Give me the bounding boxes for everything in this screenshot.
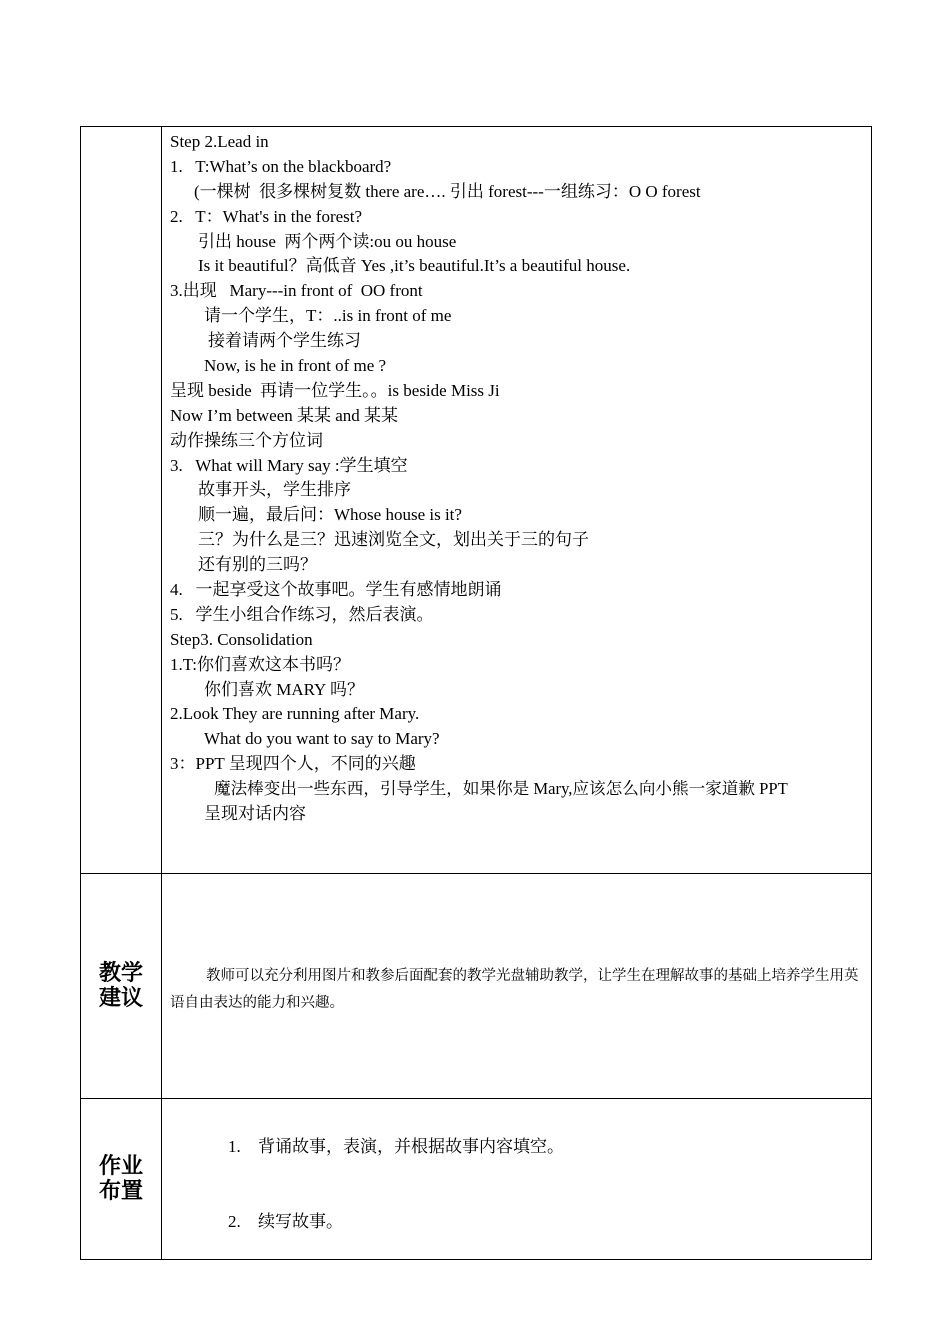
lesson-plan-table [80, 126, 872, 1260]
procedure-line: 引出 house 两个两个读:ou ou house [198, 231, 457, 251]
advice-label: 教学建议 [98, 961, 143, 1011]
procedure-line: 5. 学生小组合作练习，然后表演。 [170, 604, 434, 624]
procedure-line: 2. T：What's in the forest? [170, 206, 363, 226]
procedure-line: 呈现对话内容 [204, 804, 306, 824]
procedure-line: 你们喜欢 MARY 吗？ [204, 679, 364, 699]
advice-text: 教师可以充分利用图片和教参后面配套的教学光盘辅助教学，让学生在理解故事的基础上培养学生用英语自由表达的能力和兴趣。 [170, 968, 859, 1011]
homework-item-number: 2. [228, 1212, 241, 1231]
advice-content [162, 874, 872, 1099]
advice-row [81, 874, 872, 1099]
homework-label: 作业布置 [98, 1154, 143, 1204]
procedure-row [81, 127, 872, 874]
procedure-content [162, 127, 872, 874]
homework-row [81, 1099, 872, 1260]
procedure-line: 故事开头，学生排序 [198, 480, 351, 500]
procedure-line: 请一个学生，T：..is in front of me [204, 306, 452, 326]
procedure-line: What do you want to say to Mary? [204, 729, 440, 749]
procedure-line: 1. T:What’s on the blackboard? [170, 156, 392, 176]
homework-item-number: 1. [228, 1137, 241, 1156]
homework-item-text: 背诵故事，表演，并根据故事内容填空。 [258, 1137, 564, 1156]
procedure-line: 3：PPT 呈现四个人，不同的兴趣 [170, 754, 416, 774]
procedure-line: 3.出现 Mary---in front of OO front [170, 281, 423, 301]
advice-label-cell [81, 874, 162, 1099]
step2-heading: Step 2.Lead in [170, 132, 269, 151]
procedure-line: 4. 一起享受这个故事吧。学生有感情地朗诵 [170, 580, 502, 600]
procedure-line: 3. What will Mary say :学生填空 [170, 455, 408, 475]
step3-heading: Step3. Consolidation [170, 629, 313, 649]
homework-item [194, 1184, 871, 1259]
procedure-line: Now I’m between 某某 and 某某 [170, 405, 399, 425]
procedure-line: 接着请两个学生练习 [208, 331, 361, 351]
homework-item-text: 续写故事。 [258, 1212, 343, 1231]
homework-label-cell [81, 1099, 162, 1260]
procedure-line: 魔法棒变出一些东西，引导学生，如果你是 Mary,应该怎么向小熊一家道歉 PPT [214, 779, 788, 799]
procedure-label-cell [81, 127, 162, 874]
homework-content [162, 1099, 872, 1260]
procedure-line: 2.Look They are running after Mary. [170, 704, 420, 724]
procedure-line: 三？为什么是三？迅速浏览全文，划出关于三的句子 [198, 530, 589, 550]
procedure-line: 顺一遍，最后问：Whose house is it? [198, 505, 462, 525]
procedure-line: Is it beautiful？高低音 Yes ,it’s beautiful.It’s a beautiful house. [198, 256, 631, 276]
procedure-line: 呈现 beside 再请一位学生。。is beside Miss Ji [170, 380, 500, 400]
homework-item [194, 1109, 871, 1184]
procedure-line: (一棵树 很多棵树复数 there are…. 引出 forest---一组练习：O O forest [194, 181, 701, 201]
procedure-line: 还有别的三吗？ [198, 555, 317, 575]
procedure-line: 1.T:你们喜欢这本书吗？ [170, 654, 351, 674]
procedure-line: 动作操练三个方位词 [170, 430, 323, 450]
procedure-line: Now, is he in front of me ? [204, 356, 387, 376]
